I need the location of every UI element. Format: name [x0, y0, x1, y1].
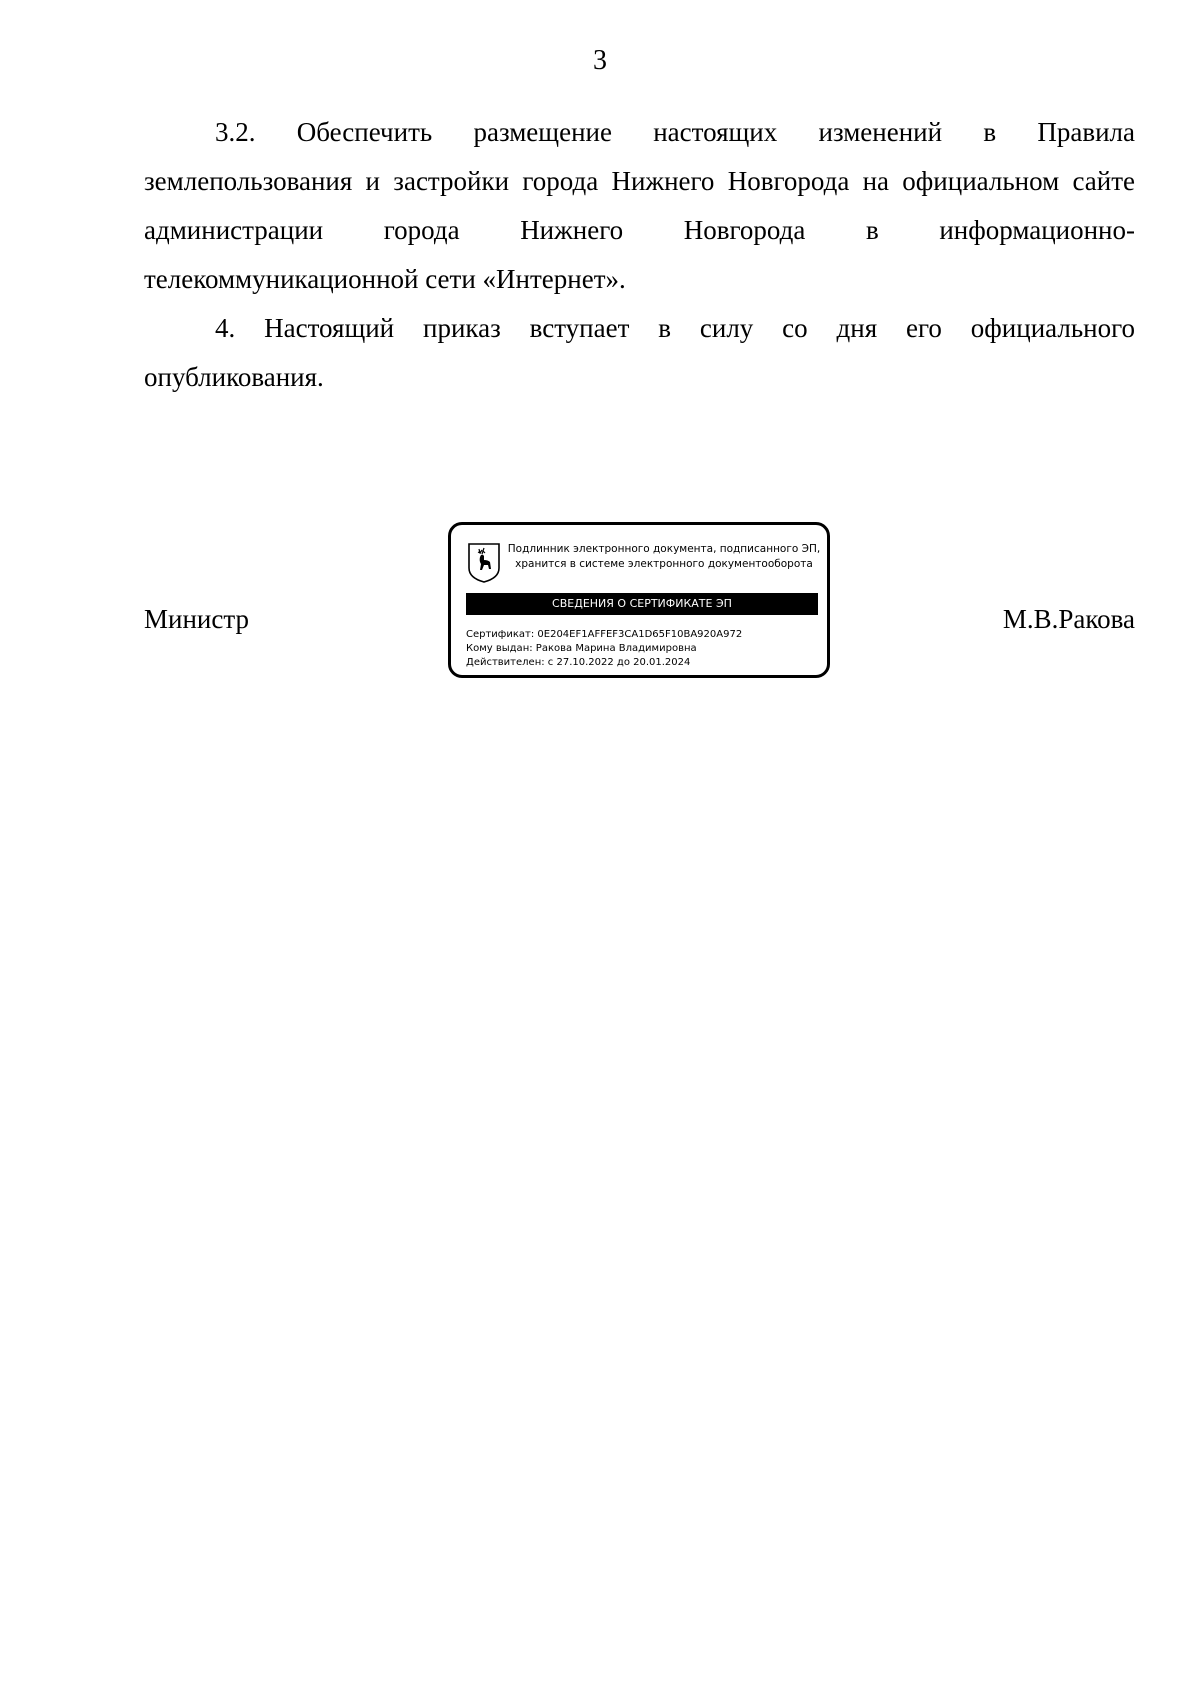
signer-name: М.В.Ракова: [1002, 604, 1135, 634]
paragraph-4-main: 4. Настоящий приказ вступает в силу со дня его официального: [215, 313, 1135, 343]
valid-label: Действителен:: [466, 657, 545, 668]
deer-emblem-icon: [466, 542, 502, 584]
issued-to-value: Ракова Марина Владимировна: [535, 643, 697, 654]
certificate-row: [466, 628, 742, 642]
issued-to-label: Кому выдан:: [466, 643, 533, 654]
certificate-info-bar: СВЕДЕНИЯ О СЕРТИФИКАТЕ ЭП: [466, 593, 818, 615]
issued-to-row: [466, 642, 742, 656]
document-body: [144, 108, 1135, 402]
paragraph-3-2-tail: телекоммуникационной сети «Интернет».: [144, 264, 626, 294]
paragraph-3-2-main: 3.2. Обеспечить размещение настоящих изменений в Правила землепользования и застройки города Нижнего Новгорода на официальном сайте администрации города Нижнего Новгорода в информационно-: [144, 117, 1135, 245]
valid-row: [466, 656, 742, 670]
signer-title: Министр: [144, 604, 249, 634]
paragraph-4-tail: опубликования.: [144, 362, 324, 392]
certificate-details: [466, 628, 742, 670]
stamp-header: [503, 542, 825, 572]
electronic-signature-stamp: [448, 522, 830, 678]
page-number: 3: [593, 45, 607, 76]
valid-value: с 27.10.2022 до 20.01.2024: [547, 657, 691, 668]
certificate-value: 0E204EF1AFFEF3CA1D65F10BA920A972: [537, 629, 743, 640]
certificate-label: Сертификат:: [466, 629, 535, 640]
stamp-header-line-2: хранится в системе электронного документооборота: [515, 558, 813, 570]
stamp-header-line-1: Подлинник электронного документа, подписанного ЭП,: [507, 543, 821, 555]
